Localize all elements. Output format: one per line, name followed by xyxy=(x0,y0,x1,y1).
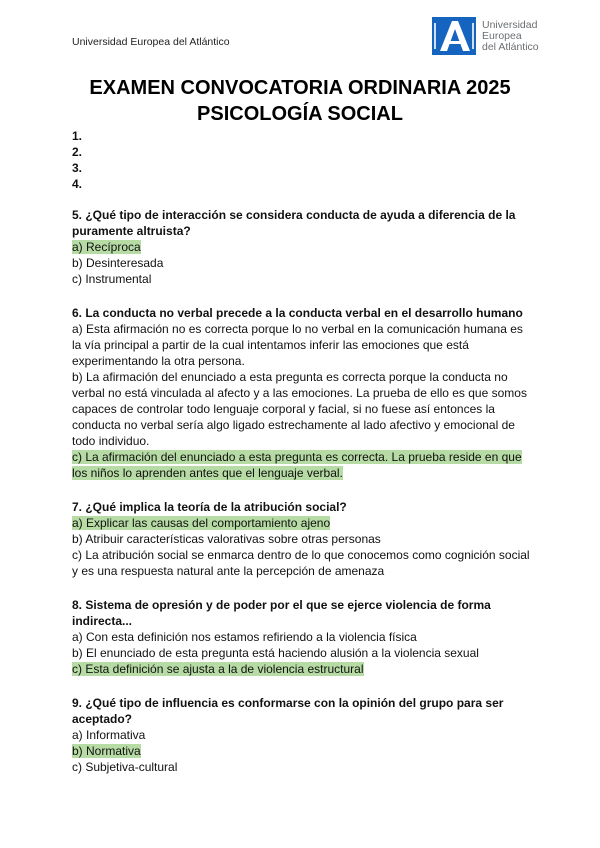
answer-option xyxy=(72,661,530,677)
exam-title: EXAMEN CONVOCATORIA ORDINARIA 2025 xyxy=(89,77,511,99)
logo-line: Universidad xyxy=(482,18,538,31)
question-8 xyxy=(72,597,530,677)
question-number: 1. xyxy=(72,129,83,143)
answer-option: a) Informativa xyxy=(72,728,146,742)
exam-subject: PSICOLOGÍA SOCIAL xyxy=(197,103,403,125)
logo-line: Europea xyxy=(482,29,522,42)
question-title: 8. Sistema de opresión y de poder por el que se ejerce violencia de forma indirecta... xyxy=(72,598,491,628)
answer-option: c) Subjetiva-cultural xyxy=(72,760,178,774)
question-number: 4. xyxy=(72,177,83,191)
question-title: 6. La conducta no verbal precede a la conducta verbal en el desarrollo humano xyxy=(72,306,523,320)
answer-option xyxy=(72,449,530,481)
question-title: 9. ¿Qué tipo de influencia es conformarse con la opinión del grupo para ser aceptado? xyxy=(72,696,504,726)
logo-text xyxy=(482,20,539,53)
university-logo xyxy=(432,17,539,55)
logo-line: del Atlántico xyxy=(482,40,539,53)
answer-option: b) La afirmación del enunciado a esta pregunta es correcta porque la conducta no verbal no está vinculada al afecto y a las emociones. La prueba de ello es que somos capaces de controlar todo lenguaje corporal y facial, si no fuese así entonces la conducta no verbal sería algo ligado estrechamente al lado afectivo y emocional de todo individuo. xyxy=(72,370,527,448)
university-logo-icon xyxy=(432,17,476,55)
answer-option: b) Desinteresada xyxy=(72,256,164,270)
header-institution-name: Universidad Europea del Atlántico xyxy=(72,36,230,48)
question-9 xyxy=(72,695,530,775)
answer-option: a) Esta afirmación no es correcta porque lo no verbal en la comunicación humana es la vía principal a partir de la cual intentamos inferir las emociones que está experimentando la otra persona. xyxy=(72,322,523,368)
correct-answer-highlight: b) Normativa xyxy=(72,744,141,758)
question-number: 3. xyxy=(72,161,83,175)
question-6 xyxy=(72,305,530,481)
correct-answer-highlight: a) Explicar las causas del comportamiento ajeno xyxy=(72,516,331,530)
answer-option: a) Con esta definición nos estamos refiriendo a la violencia física xyxy=(72,630,417,644)
exam-content xyxy=(72,128,530,793)
question-7 xyxy=(72,499,530,579)
answer-option xyxy=(72,743,530,759)
question-5 xyxy=(72,207,530,287)
answer-option: b) Atribuir características valorativas sobre otras personas xyxy=(72,532,381,546)
answer-option: c) La atribución social se enmarca dentro de lo que conocemos como cognición social y es una respuesta natural ante la percepción de amenaza xyxy=(72,548,530,578)
correct-answer-highlight: c) Esta definición se ajusta a la de violencia estructural xyxy=(72,662,364,676)
question-number: 2. xyxy=(72,145,83,159)
correct-answer-highlight: a) Recíproca xyxy=(72,240,141,254)
question-title: 7. ¿Qué implica la teoría de la atribución social? xyxy=(72,500,347,514)
question-title: 5. ¿Qué tipo de interacción se considera conducta de ayuda a diferencia de la puramente altruista? xyxy=(72,208,516,238)
empty-question-numbers xyxy=(72,128,530,192)
correct-answer-highlight: c) La afirmación del enunciado a esta pregunta es correcta. La prueba reside en que los niños lo aprenden antes que el lenguaje verbal. xyxy=(72,450,522,480)
answer-option: b) El enunciado de esta pregunta está haciendo alusión a la violencia sexual xyxy=(72,646,479,660)
answer-option xyxy=(72,515,530,531)
answer-option xyxy=(72,239,530,255)
answer-option: c) Instrumental xyxy=(72,272,152,286)
